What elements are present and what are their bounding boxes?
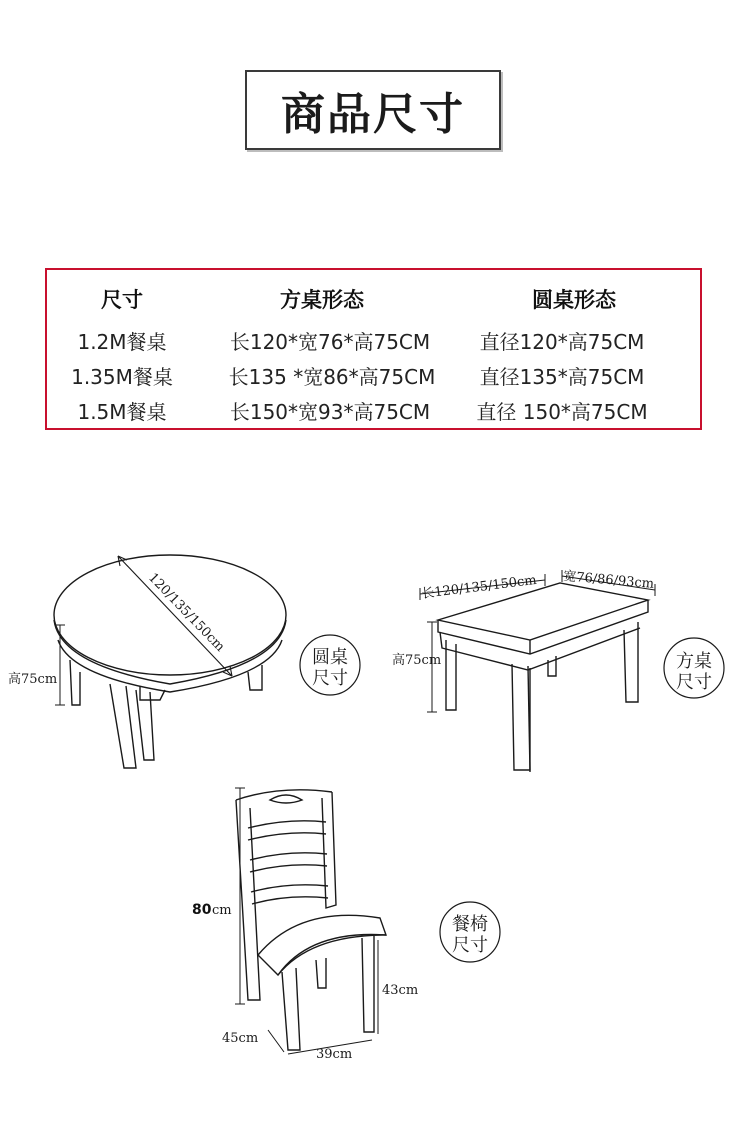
round-height-label: 高75cm (8, 672, 58, 687)
round-diameter-label: 120/135/150cm (145, 570, 228, 655)
row2-round: 直径135*高75CM (479, 365, 645, 389)
chair-height-unit: cm (212, 903, 232, 918)
row2-square: 长135 *宽86*高75CM (228, 365, 436, 389)
row1-square: 长120*宽76*高75CM (229, 330, 431, 354)
row1-size: 1.2M餐桌 (77, 330, 167, 354)
row1-round: 直径120*高75CM (479, 330, 645, 354)
row3-round: 直径 150*高75CM (476, 400, 648, 424)
chair-badge-line2: 尺寸 (452, 935, 488, 956)
round-badge-line2: 尺寸 (312, 668, 348, 689)
row3-square: 长150*宽93*高75CM (229, 400, 431, 424)
square-height-label: 高75cm (392, 653, 442, 668)
chair-depth-label: 45cm (222, 1031, 259, 1046)
row3-size: 1.5M餐桌 (77, 400, 167, 424)
chair-seat-height-label: 43cm (382, 983, 419, 998)
header-size: 尺寸 (101, 288, 143, 312)
header-round-form: 圆桌形态 (532, 288, 616, 312)
row2-size: 1.35M餐桌 (71, 365, 173, 389)
chair-width-label: 39cm (316, 1047, 353, 1062)
square-width-label: 宽76/86/93cm (562, 569, 655, 592)
page-title: 商品尺寸 (281, 89, 465, 140)
chair-height-number: 80 (192, 902, 212, 918)
square-badge-line2: 尺寸 (676, 672, 712, 693)
square-length-label: 长120/135/150cm (420, 572, 538, 602)
chair-badge-line1: 餐椅 (452, 914, 488, 935)
square-badge-line1: 方桌 (676, 651, 712, 672)
round-badge-line1: 圆桌 (312, 647, 348, 668)
header-square-form: 方桌形态 (280, 288, 364, 312)
